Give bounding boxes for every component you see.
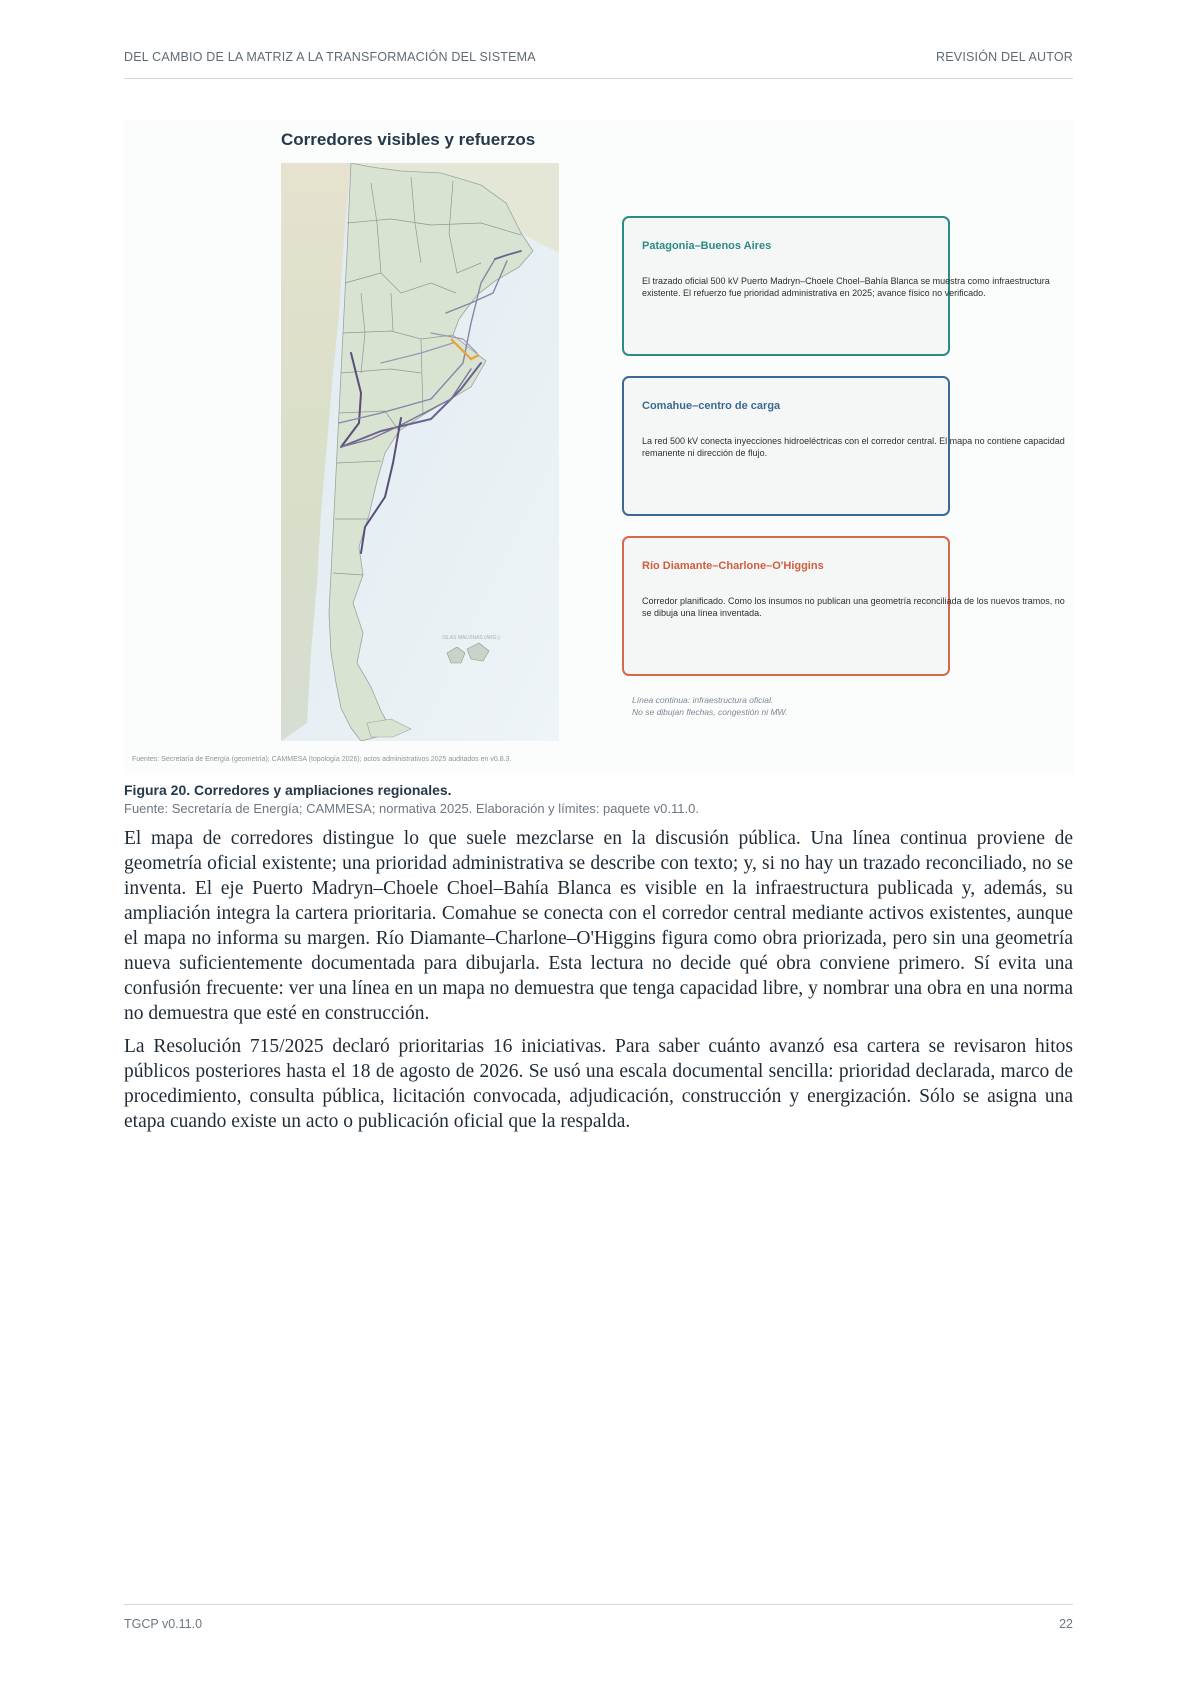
callout-title: Río Diamante–Charlone–O'Higgins xyxy=(642,560,824,572)
header-title: DEL CAMBIO DE LA MATRIZ A LA TRANSFORMACIÓN DEL SISTEMA xyxy=(124,50,536,64)
callout-body: Corredor planificado. Como los insumos no publican una geometría reconciliada de los nuevos tramos, no se dibuja una línea inventada. xyxy=(642,596,1065,618)
caption-source: Fuente: Secretaría de Energía; CAMMESA; normativa 2025. Elaboración y límites: paquete v0.11.0. xyxy=(124,801,699,816)
page-footer xyxy=(124,1604,1073,1631)
footer-version: TGCP v0.11.0 xyxy=(124,1617,203,1631)
figure-corridors xyxy=(124,120,1073,775)
malvinas-label: ISLAS MALVINAS (ARG.) xyxy=(442,635,500,641)
figure-sources: Fuentes: Secretaría de Energía (geometría); CAMMESA (topología 2026); actos administrativos 2025 auditados en v0.8.3. xyxy=(132,756,512,763)
paragraph: El mapa de corredores distingue lo que suele mezclarse en la discusión pública. Una línea continua proviene de geometría oficial existente; una prioridad administrativa se describe con texto; y, si no hay un trazado reconciliado, no se inventa. El eje Puerto Madryn–Choele Choel–Bahía Blanca es visible en la infraestructura publicada y, además, su ampliación integra la cartera prioritaria. Comahue se conecta con el corredor central mediante activos existentes, aunque el mapa no informa su margen. Río Diamante–Charlone–O'Higgins figura como obra priorizada, pero sin una geometría nueva suficientemente documentada para dibujarla. Esta lectura no decide qué obra conviene primero. Sí evita una confusión frecuente: ver una línea en un mapa no demuestra que tenga capacidad libre, y nombrar una obra en una norma no demuestra que esté en construcción. xyxy=(124,828,1073,1024)
paragraph: La Resolución 715/2025 declaró prioritarias 16 iniciativas. Para saber cuánto avanzó esa cartera se revisaron hitos públicos posteriores hasta el 18 de agosto de 2026. Se usó una escala documental sencilla: prioridad declarada, marco de procedimiento, consulta pública, licitación convocada, adjudicación, construcción y energización. Sólo se asigna una etapa cuando existe un acto o publicación oficial que la respalda. xyxy=(124,1036,1073,1132)
map-legend-note xyxy=(632,695,788,718)
page-number: 22 xyxy=(1059,1617,1073,1631)
callout-body: La red 500 kV conecta inyecciones hidroeléctricas con el corredor central. El mapa no contiene capacidad remanente ni dirección de flujo. xyxy=(642,436,1065,458)
header-status: REVISIÓN DEL AUTOR xyxy=(936,50,1073,64)
running-header xyxy=(124,48,1073,79)
figure-title: Corredores visibles y refuerzos xyxy=(281,130,536,149)
legend-line: Línea continua: infraestructura oficial. xyxy=(632,695,774,705)
argentina-map xyxy=(281,163,559,741)
caption-title: Figura 20. Corredores y ampliaciones regionales. xyxy=(124,782,452,798)
legend-line: No se dibujan flechas, congestión ni MW. xyxy=(632,706,788,717)
callout-title: Comahue–centro de carga xyxy=(642,400,781,412)
callout-body: El trazado oficial 500 kV Puerto Madryn–Choele Choel–Bahía Blanca se muestra como infraestructura existente. El refuerzo fue prioridad administrativa en 2025; avance físico no verificado. xyxy=(642,276,1050,298)
callout-comahue-centro xyxy=(622,376,1065,516)
callout-title: Patagonia–Buenos Aires xyxy=(642,240,772,252)
callout-patagonia-buenos-aires xyxy=(622,216,1050,356)
map-svg xyxy=(281,163,559,741)
body-text xyxy=(124,826,1073,1142)
figure-caption xyxy=(124,782,699,816)
callout-rio-diamante xyxy=(622,536,1065,676)
